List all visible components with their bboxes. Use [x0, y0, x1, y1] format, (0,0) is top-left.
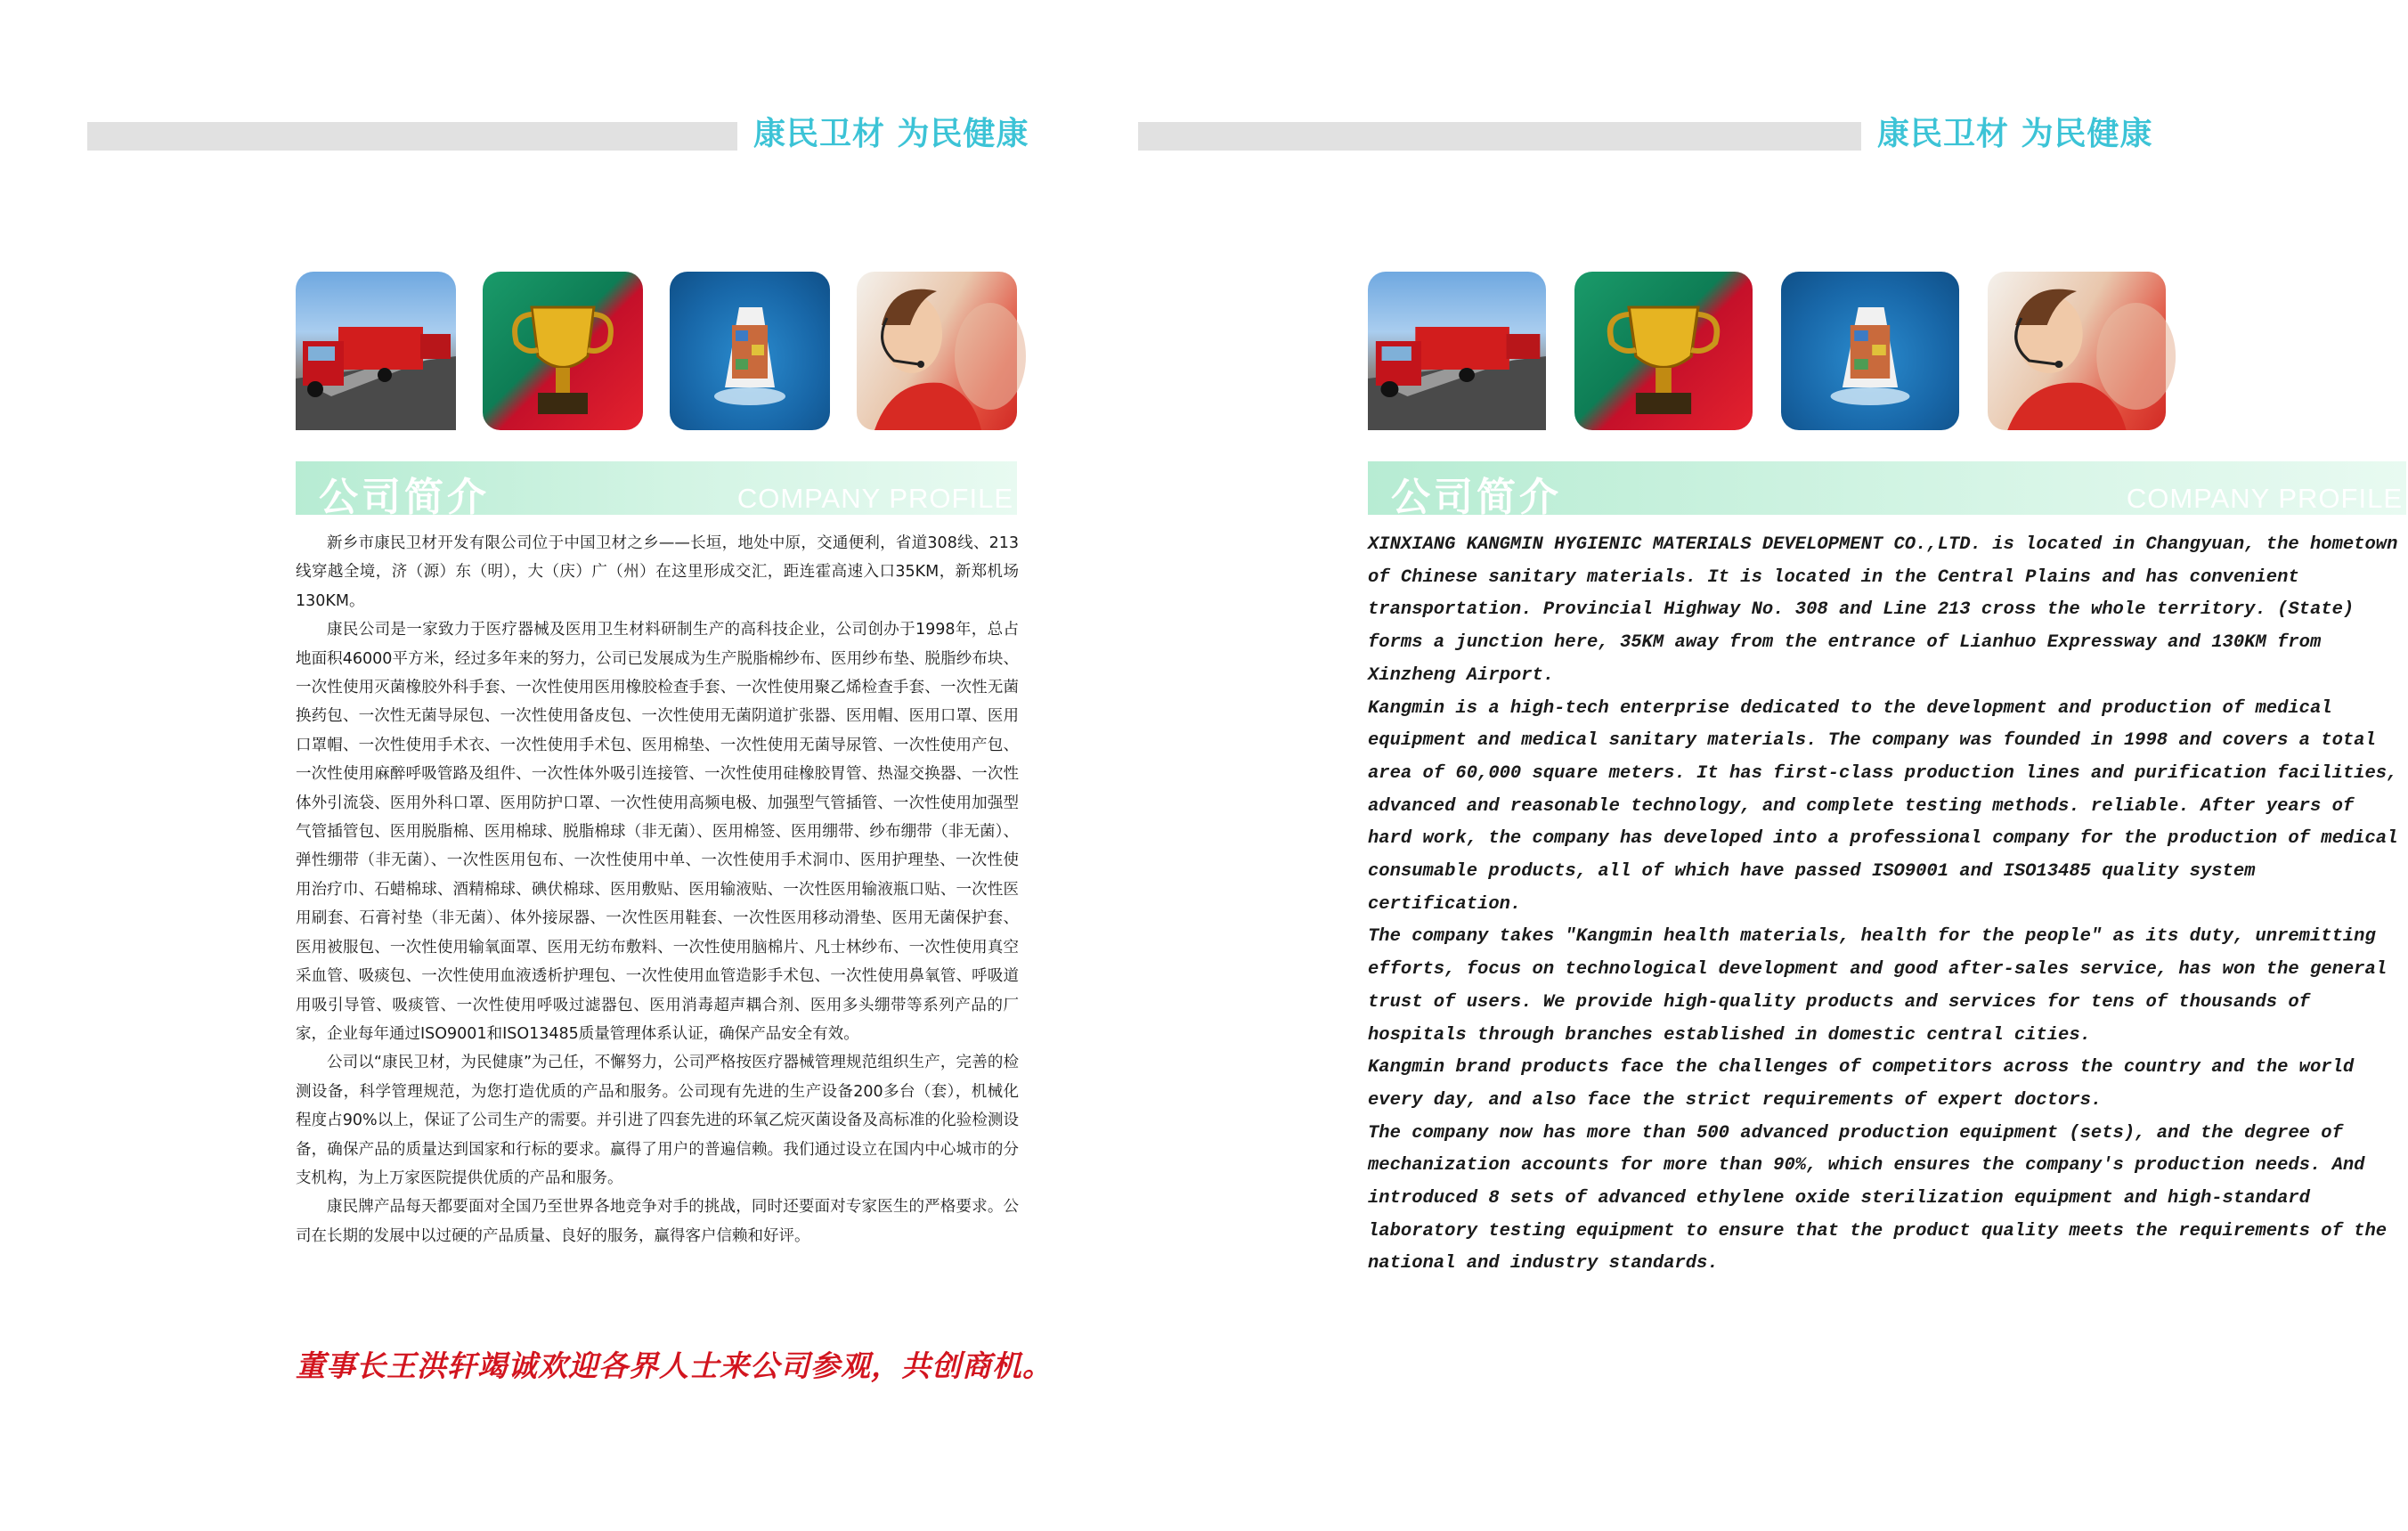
english-body [1368, 529, 2408, 1281]
slogan: 康民卫材 为民健康 [753, 116, 1029, 152]
section-title-en: COMPANY PROFILE [736, 483, 1013, 514]
chinese-body [296, 529, 1019, 1250]
red-truck-photo [296, 272, 456, 430]
photo-strip [296, 272, 1017, 430]
cargo-ship-photo [670, 272, 830, 430]
paragraph: 康民公司是一家致力于医疗器械及医用卫生材料研制生产的高科技企业，公司创办于1998年，总占地面积46000平方米，经过多年来的努力，公司已发展成为生产脱脂棉纱布、医用纱布垫、脱脂纱布块、一次性使用灭菌橡胶外科手套、一次性使用医用橡胶检查手套、一次性使用聚乙烯检查手套、一次性无菌换药包、一次性无菌导尿包、一次性使用备皮包、一次性使用无菌阴道扩张器、医用帽、医用口罩、医用口罩帽、一次性使用手术衣、一次性使用手术包、医用棉垫、一次性使用无菌导尿管、一次性使用产包、一次性使用麻醉呼吸管路及组件、一次性体外吸引连接管、一次性使用硅橡胶胃管、热湿交换器、一次性体外引流袋、医用外科口罩、医用防护口罩、一次性使用高频电极、加强型气管插管、一次性使用加强型气管插管包、医用脱脂棉、医用棉球、脱脂棉球（非无菌）、医用棉签、医用绷带、纱布绷带（非无菌）、弹性绷带（非无菌）、一次性医用包布、一次性使用中单、一次性使用手术洞巾、医用护理垫、一次性使用治疗巾、石蜡棉球、酒精棉球、碘伏棉球、医用敷贴、医用输液贴、一次性医用输液瓶口贴、一次性医用刷套、石膏衬垫（非无菌）、体外接尿器、一次性医用鞋套、一次性医用移动滑垫、医用无菌保护套、医用被服包、一次性使用输氧面罩、医用无纺布敷料、一次性使用脑棉片、凡士林纱布、一次性使用真空采血管、吸痰包、一次性使用血液透析护理包、一次性使用血管造影手术包、一次性使用鼻氧管、呼吸道用吸引导管、吸痰管、一次性使用呼吸过滤器包、医用消毒超声耦合剂、医用多头绷带等系列产品的厂家，企业每年通过ISO9001和ISO13485质量管理体系认证，确保产品安全有效。 [296, 621, 1019, 1043]
paragraph: Kangmin is a high-tech enterprise dedicated to the development and production of medical equipment and medical sanitary materials. The company was founded in 1998 and covers a total area of 60,000 square meters. It has first-class production lines and purification facilities, advanced and reasonable technology, and complete testing methods. reliable. After years of hard work, the company has developed into a professional company for the production of medical consumable products, all of which have passed ISO9001 and ISO13485 quality system certification. [1368, 697, 2398, 915]
section-title-cn: 公司简介 [1391, 475, 1562, 520]
section-header [1368, 461, 2406, 520]
trophy-photo [1574, 272, 1753, 430]
paragraph: The company now has more than 500 advanced production equipment (sets), and the degree of mechanization accounts for more than 90%, which ensures the company's production needs. And introduced 8 sets of advanced ethylene oxide sterilization equipment and high-standard laboratory testing equipment to ensure that the product quality meets the requirements of the national and industry standards. [1368, 1122, 2388, 1274]
header-bar [1138, 122, 1861, 151]
trophy-photo [483, 272, 643, 430]
paragraph: 康民牌产品每天都要面对全国乃至世界各地竞争对手的挑战，同时还要面对专家医生的严格要求。公司在长期的发展中以过硬的产品质量、良好的服务，赢得客户信赖和好评。 [296, 1198, 1019, 1245]
left-page [0, 0, 1120, 1531]
customer-service-photo [1988, 272, 2166, 430]
slogan: 康民卫材 为民健康 [1877, 116, 2153, 152]
chairman-welcome: 董事长王洪轩竭诚欢迎各界人士来公司参观，共创商机。 [296, 1348, 1053, 1383]
section-title-cn: 公司简介 [319, 475, 490, 520]
paragraph: The company takes "Kangmin health materials, health for the people" as its duty, unremitting efforts, focus on technological development and good after-sales service, has won the general trust of users. We provide high-quality products and services for tens of thousands of hospitals through branches established in domestic central cities. [1368, 926, 2388, 1046]
right-page [1120, 0, 2403, 1531]
customer-service-photo [857, 272, 1017, 430]
paragraph: Kangmin brand products face the challenges of competitors across the country and the world every day, and also face the strict requirements of expert doctors. [1368, 1057, 2355, 1111]
photo-strip [1368, 272, 2406, 430]
red-truck-photo [1368, 272, 1546, 430]
cargo-ship-photo [1781, 272, 1959, 430]
section-header [296, 461, 1017, 520]
section-title-en: COMPANY PROFILE [2126, 483, 2403, 514]
paragraph: 新乡市康民卫材开发有限公司位于中国卫材之乡——长垣，地处中原，交通便利，省道308线、213线穿越全境，济（源）东（明），大（庆）广（州）在这里形成交汇，距连霍高速入口35KM，新郑机场130KM。 [296, 534, 1019, 610]
paragraph: XINXIANG KANGMIN HYGIENIC MATERIALS DEVELOPMENT CO.,LTD. is located in Changyuan, the hometown of Chinese sanitary materials. It is located in the Central Plains and has convenient transportation. Provincial Highway No. 308 and Line 213 cross the whole territory. (State) forms a junction here, 35KM away from the entrance of Lianhuo Expressway and 130KM from Xinzheng Airport. [1368, 534, 2398, 686]
paragraph: 公司以“康民卫材，为民健康”为己任，不懈努力，公司严格按医疗器械管理规范组织生产，完善的检测设备，科学管理规范，为您打造优质的产品和服务。公司现有先进的生产设备200多台（套），机械化程度占90%以上，保证了公司生产的需要。并引进了四套先进的环氧乙烷灭菌设备及高标准的化验检测设备，确保产品的质量达到国家和行标的要求。赢得了用户的普遍信赖。我们通过设立在国内中心城市的分支机构，为上万家医院提供优质的产品和服务。 [296, 1054, 1019, 1187]
header-bar [87, 122, 737, 151]
